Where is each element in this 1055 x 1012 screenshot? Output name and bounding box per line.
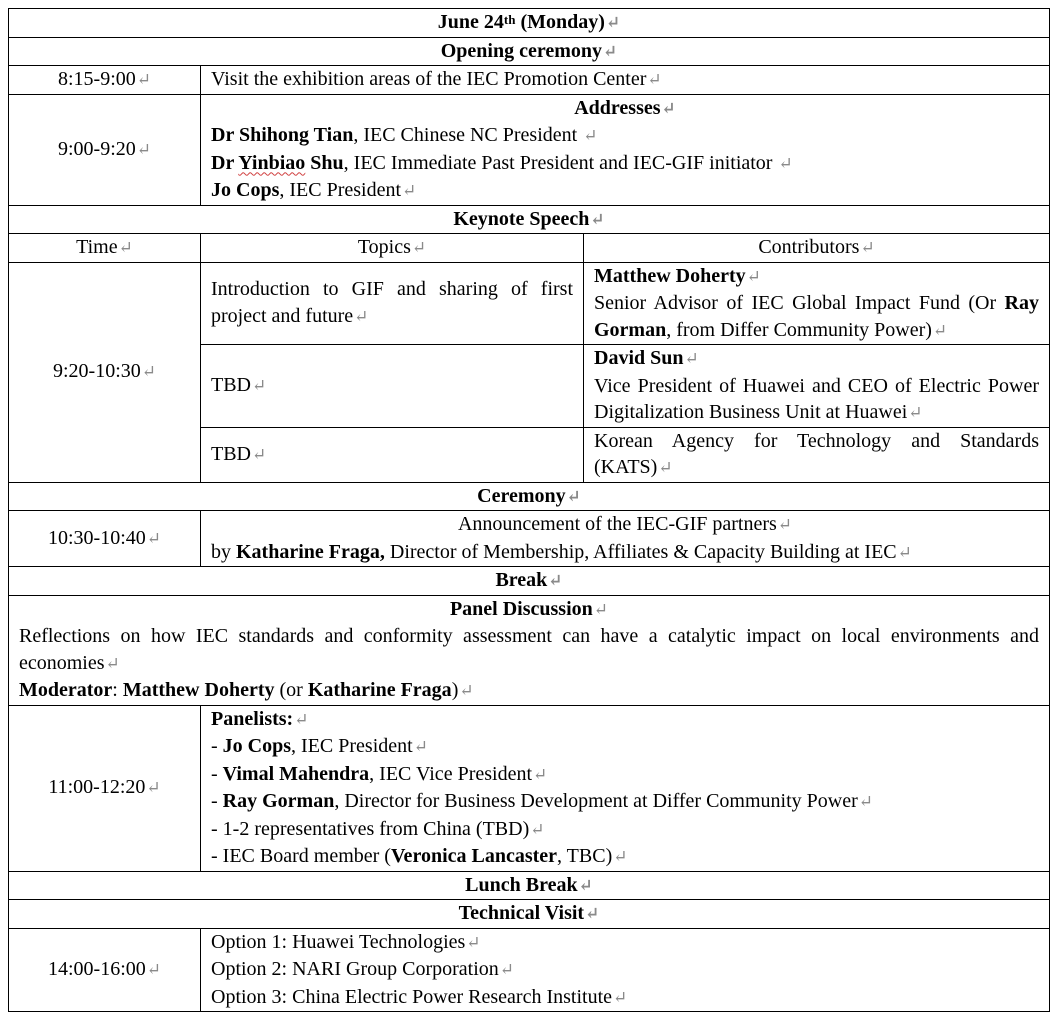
contributor-cell: Matthew Doherty↵ Senior Advisor of IEC Global Impact Fund (Or Ray Gorman, from Differ Community Power)↵ <box>584 262 1050 345</box>
panelist-item: - Ray Gorman, Director for Business Development at Differ Community Power↵ <box>211 790 874 812</box>
speaker-line: Dr Yinbiao Shu, IEC Immediate Past President and IEC-GIF initiator ↵ <box>211 151 793 174</box>
agenda-table <box>8 8 1050 1012</box>
contributor-name: Matthew Doherty↵ <box>594 264 761 287</box>
time-cell: 14:00-16:00↵ <box>9 928 201 1012</box>
keynote-row <box>9 262 1050 345</box>
panelist-item: - IEC Board member (Veronica Lancaster, TBC)↵ <box>211 845 628 867</box>
column-header-time: Time↵ <box>9 234 201 263</box>
announcement-by-line: by Katharine Fraga, Director of Membership, Affiliates & Capacity Building at IEC↵ <box>211 540 912 563</box>
panelist-item: - 1-2 representatives from China (TBD)↵ <box>211 817 545 840</box>
panel-discussion-title: Panel Discussion↵ <box>449 597 609 620</box>
addresses-cell <box>201 94 1050 205</box>
visit-exhibition-row <box>9 66 1050 95</box>
panelist-item: - Jo Cops, IEC President↵ <box>211 735 428 757</box>
lunch-heading: Lunch Break↵ <box>9 871 1050 900</box>
topic-cell: Introduction to GIF and sharing of first project and future↵ <box>201 262 584 345</box>
contributor-cell: David Sun↵ Vice President of Huawei and CEO of Electric Power Digitalization Business Unit at Huawei↵ <box>584 345 1050 428</box>
technical-visit-row <box>9 928 1050 1012</box>
keynote-header-row <box>9 234 1050 263</box>
panelists-row <box>9 705 1050 871</box>
visit-options-cell <box>201 928 1050 1012</box>
speaker-line: Dr Shihong Tian, IEC Chinese NC President ↵ <box>211 124 598 146</box>
speaker-line: Jo Cops, IEC President↵ <box>211 179 417 201</box>
moderator-line: Moderator: Matthew Doherty (or Katharine Fraga)↵ <box>19 679 474 701</box>
date-row <box>9 9 1050 38</box>
opening-ceremony-heading: Opening ceremony↵ <box>9 37 1050 66</box>
visit-exhibition-text: Visit the exhibition areas of the IEC Promotion Center↵ <box>201 66 1050 95</box>
panel-discussion-row <box>9 595 1050 705</box>
announcement-line: Announcement of the IEC-GIF partners↵ <box>457 513 793 535</box>
ceremony-heading: Ceremony↵ <box>9 482 1050 511</box>
time-cell: 9:00-9:20↵ <box>9 94 201 205</box>
panelist-item: - Vimal Mahendra, IEC Vice President↵ <box>211 762 548 785</box>
time-cell: 8:15-9:00↵ <box>9 66 201 95</box>
break-heading: Break↵ <box>9 567 1050 596</box>
ceremony-cell <box>201 511 1050 567</box>
visit-option: Option 2: NARI Group Corporation↵ <box>211 958 515 980</box>
ceremony-row <box>9 511 1050 567</box>
contributor-cell: Korean Agency for Technology and Standards (KATS)↵ <box>584 427 1050 482</box>
date-heading: June 24th (Monday)↵ <box>9 9 1050 38</box>
topic-cell: TBD↵ <box>201 345 584 428</box>
time-cell: 11:00-12:20↵ <box>9 705 201 871</box>
addresses-title: Addresses↵ <box>574 96 676 119</box>
panelists-cell <box>201 705 1050 871</box>
ceremony-heading-row <box>9 482 1050 511</box>
addresses-row <box>9 94 1050 205</box>
break-row <box>9 567 1050 596</box>
panel-discussion-cell <box>9 595 1050 705</box>
panel-description: Reflections on how IEC standards and conformity assessment can have a catalytic impact on local environments and economies↵ <box>19 625 1039 674</box>
lunch-row <box>9 871 1050 900</box>
column-header-contributors: Contributors↵ <box>584 234 1050 263</box>
contributor-name: David Sun↵ <box>594 347 699 369</box>
keynote-heading-row <box>9 205 1050 234</box>
topic-cell: TBD↵ <box>201 427 584 482</box>
technical-visit-heading: Technical Visit↵ <box>9 900 1050 929</box>
visit-option: Option 3: China Electric Power Research Institute↵ <box>211 985 628 1008</box>
visit-option: Option 1: Huawei Technologies↵ <box>211 930 481 953</box>
column-header-topics: Topics↵ <box>201 234 584 263</box>
time-cell: 10:30-10:40↵ <box>9 511 201 567</box>
panelists-label: Panelists:↵ <box>211 707 309 730</box>
keynote-heading: Keynote Speech↵ <box>9 205 1050 234</box>
time-cell: 9:20-10:30↵ <box>9 262 201 482</box>
technical-visit-heading-row <box>9 900 1050 929</box>
opening-heading-row <box>9 37 1050 66</box>
